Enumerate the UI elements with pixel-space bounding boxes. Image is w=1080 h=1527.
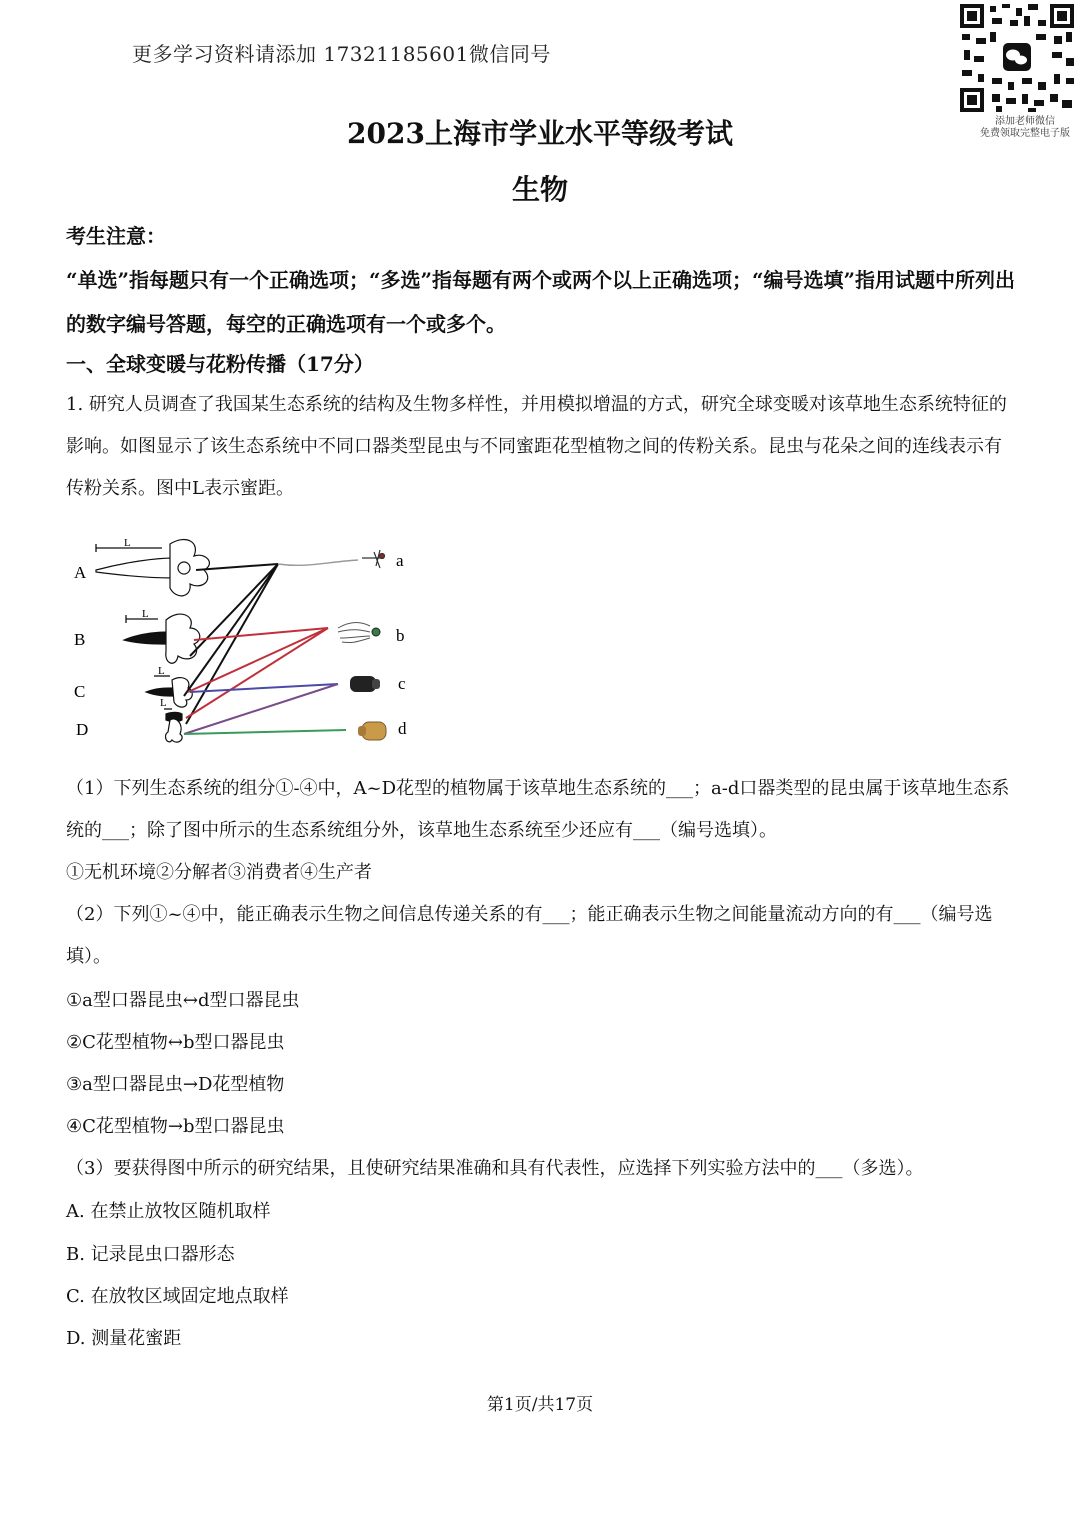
- question-2-option-4: ④C花型植物→b型口器昆虫: [66, 1116, 285, 1137]
- question-3-option-a: A. 在禁止放牧区随机取样: [66, 1201, 271, 1222]
- question-intro: 1. 研究人员调查了我国某生态系统的结构及生物多样性，并用模拟增温的方式，研究全球变暖对该草地生态系统特征的影响。如图显示了该生态系统中不同口器类型昆虫与不同蜜距花型植物之间的传粉关系。昆虫与花朵之间的连线表示有传粉关系。图中L表示蜜距。: [66, 394, 1007, 499]
- question-2-option-2: ②C花型植物↔b型口器昆虫: [66, 1032, 285, 1053]
- question-3-option-b: B. 记录昆虫口器形态: [66, 1244, 235, 1265]
- flower-label-b: B: [74, 630, 86, 649]
- insect-c-drawing: [350, 676, 380, 692]
- insect-label-b: b: [396, 626, 405, 645]
- qr-caption-line1: 添加老师微信: [995, 116, 1055, 127]
- flower-label-c: C: [74, 682, 86, 701]
- insect-b-drawing: [338, 623, 380, 643]
- insect-label-c: c: [398, 674, 406, 693]
- page-number: 第1页/共17页: [486, 1395, 594, 1415]
- header-note: 更多学习资料请添加 17321185601微信同号: [132, 42, 551, 66]
- flower-b-drawing: [124, 614, 200, 663]
- pollination-lines: [184, 560, 358, 734]
- spur-label-c: L: [158, 665, 165, 677]
- question-1-options: ①无机环境②分解者③消费者④生产者: [66, 862, 372, 883]
- flower-d-drawing: [165, 713, 182, 743]
- insect-label-a: a: [396, 551, 404, 570]
- question-2-option-3: ③a型口器昆虫→D花型植物: [66, 1074, 285, 1095]
- notice-heading: 考生注意：: [66, 224, 166, 248]
- question-3-option-d: D. 测量花蜜距: [66, 1328, 182, 1349]
- section-heading: 一、全球变暖与花粉传播（17分）: [66, 352, 374, 376]
- flower-c-drawing: [146, 678, 192, 708]
- spur-label-d: L: [160, 697, 167, 709]
- question-1: （1）下列生态系统的组分①-④中，A~D花型的植物属于该草地生态系统的___；a-d口器类型的昆虫属于该草地生态系统的___；除了图中所示的生态系统组分外，该草地生态系统至少还应有___（编号选填）。: [66, 778, 1010, 841]
- question-2: （2）下列①~④中，能正确表示生物之间信息传递关系的有___；能正确表示生物之间能量流动方向的有___（编号选填）。: [66, 904, 993, 967]
- flower-label-d: D: [76, 720, 89, 739]
- insect-a-drawing: [362, 550, 385, 568]
- insect-d-drawing: [358, 722, 386, 740]
- pollination-diagram: [66, 528, 426, 756]
- exam-title: 2023上海市学业水平等级考试: [347, 117, 733, 150]
- notice-text: “单选”指每题只有一个正确选项；“多选”指每题有两个或两个以上正确选项；“编号选填”指用试题中所列出的数字编号答题，每空的正确选项有一个或多个。: [66, 268, 1016, 336]
- spur-label-b: L: [142, 608, 149, 620]
- wechat-qr-icon: [958, 2, 1076, 114]
- question-3-option-c: C. 在放牧区域固定地点取样: [66, 1286, 289, 1307]
- insect-label-d: d: [398, 719, 407, 738]
- flower-label-a: A: [74, 563, 87, 582]
- question-3: （3）要获得图中所示的研究结果，且使研究结果准确和具有代表性，应选择下列实验方法中的___（多选）。: [66, 1158, 924, 1179]
- spur-label-a: L: [124, 537, 131, 549]
- qr-caption-line2: 免费领取完整电子版: [980, 128, 1070, 139]
- question-2-option-1: ①a型口器昆虫↔d型口器昆虫: [66, 990, 300, 1011]
- subject-title: 生物: [511, 173, 568, 206]
